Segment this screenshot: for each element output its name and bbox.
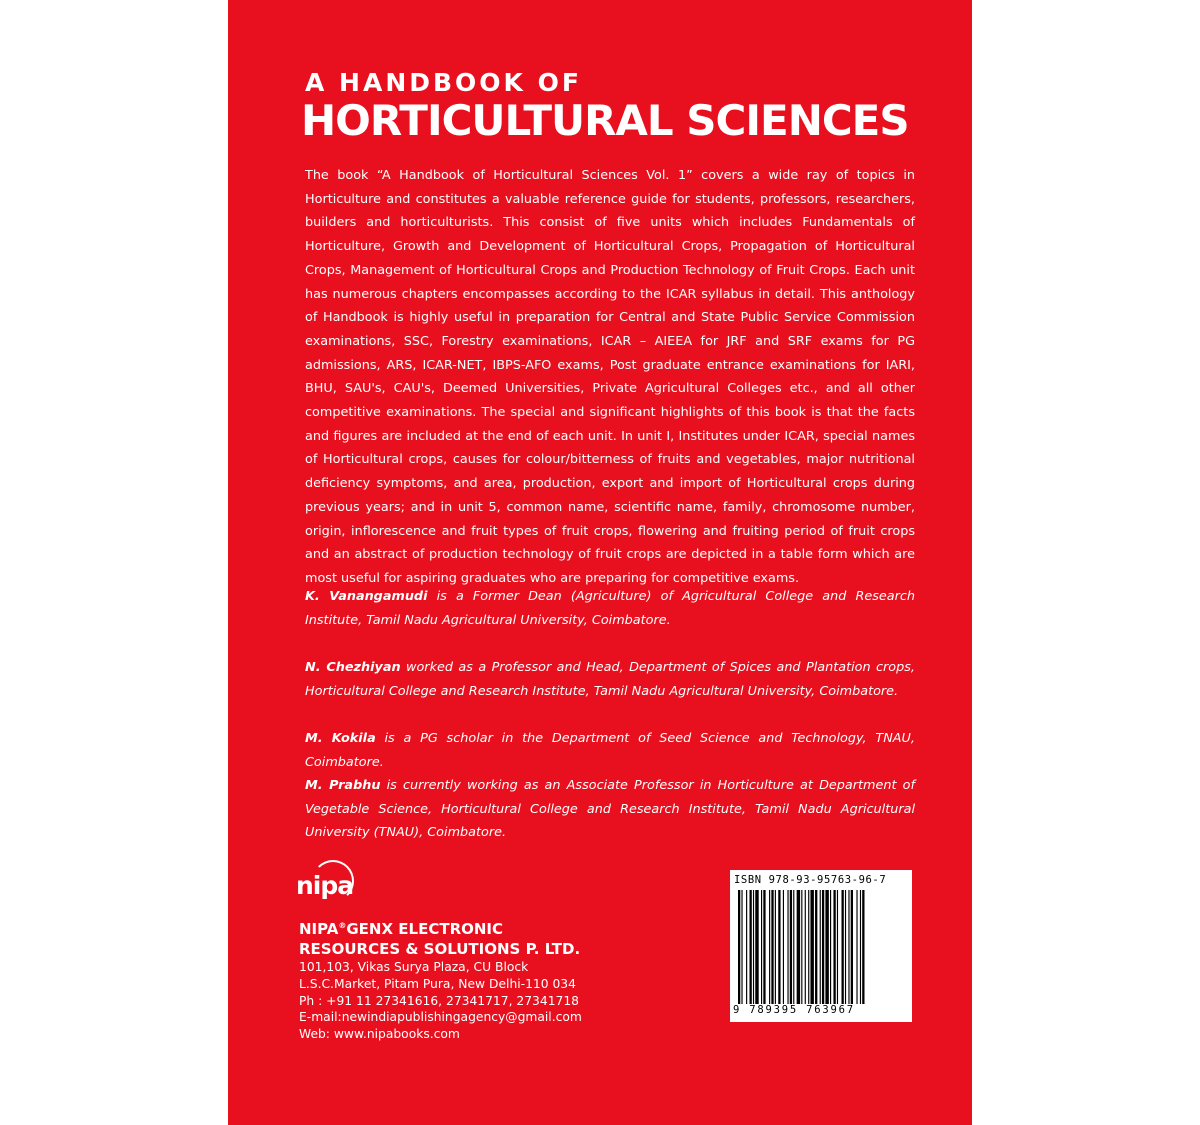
title-line-2: HORTICULTURAL SCIENCES	[301, 96, 909, 145]
author-bio: is currently working as an Associate Professor in Horticulture at Department of Vegetable Science, Horticultural College and Research Institute, Tamil Nadu Agricultural University (TNAU), Coimbatore.	[305, 778, 916, 840]
author-name: M. Kokila	[305, 731, 376, 746]
publisher-name-part: NIPA	[299, 920, 339, 938]
author-bio-chezhiyan	[305, 656, 915, 703]
publisher-info	[299, 916, 639, 1043]
author-bio-vanangamudi	[305, 585, 915, 632]
author-bio-kokila	[305, 727, 915, 774]
author-bio: is a Former Dean (Agriculture) of Agricultural College and Research Institute, Tamil Nadu Agricultural University, Coimbatore.	[305, 589, 916, 628]
author-name: N. Chezhiyan	[305, 660, 401, 675]
author-name: M. Prabhu	[305, 778, 381, 793]
publisher-logo	[296, 860, 356, 908]
author-bio: is a PG scholar in the Department of Seed Science and Technology, TNAU, Coimbatore.	[305, 731, 915, 770]
isbn-barcode	[730, 870, 912, 1022]
author-bio: worked as a Professor and Head, Department of Spices and Plantation crops, Horticultural College and Research Institute, Tamil Nadu Agricultural University, Coimbatore.	[305, 660, 915, 699]
isbn-label: ISBN 978-93-95763-96-7	[734, 874, 887, 886]
publisher-name-line-1	[299, 916, 639, 939]
publisher-web: Web: www.nipabooks.com	[299, 1027, 460, 1042]
registered-mark: ®	[338, 921, 347, 930]
book-description: The book “A Handbook of Horticultural Sciences Vol. 1” covers a wide ray of topics in Horticulture and constitutes a valuable reference guide for students, professors, researchers, builders and horticulturists. This consist of five units which includes Fundamentals of Horticulture, Growth and Development of Horticultural Crops, Propagation of Horticultural Crops, Management of Horticultural Crops and Production Technology of Fruit Crops. Each unit has numerous chapters encompasses according to the ICAR syllabus in detail. This anthology of Handbook is highly useful in preparation for Central and State Public Service Commission examinations, SSC, Forestry examinations, ICAR – AIEEA for JRF and SRF exams for PG admissions, ARS, ICAR-NET, IBPS-AFO exams, Post graduate entrance examinations for IARI, BHU, SAU's, CAU's, Deemed Universities, Private Agricultural Colleges etc., and all other competitive examinations. The special and significant highlights of this book is that the facts and figures are included at the end of each unit. In unit I, Institutes under ICAR, special names of Horticultural crops, causes for colour/bitterness of fruits and vegetables, major nutritional deficiency symptoms, and area, production, export and import of Horticultural crops during previous years; and in unit 5, common name, scientific name, family, chromosome number, origin, inflorescence and fruit types of fruit crops, flowering and fruiting period of fruit crops and an abstract of production technology of fruit crops are depicted in a table form which are most useful for aspiring graduates who are preparing for competitive exams.	[305, 168, 915, 586]
author-bio-prabhu	[305, 774, 915, 845]
logo-text: nipa	[296, 871, 354, 900]
publisher-name-line-2: RESOURCES & SOLUTIONS P. LTD.	[299, 940, 581, 958]
barcode-bars-icon	[738, 890, 904, 1004]
publisher-address-1: 101,103, Vikas Surya Plaza, CU Block	[299, 960, 529, 974]
publisher-phone: Ph : +91 11 27341616, 27341717, 27341718	[299, 993, 579, 1008]
isbn-digits: 9 789395 763967	[733, 1004, 855, 1016]
publisher-name-part: GENX ELECTRONIC	[346, 920, 504, 938]
title-line-1: A HANDBOOK OF	[305, 68, 582, 97]
back-cover	[228, 0, 972, 1125]
publisher-address-2: L.S.C.Market, Pitam Pura, New Delhi-110 034	[299, 976, 576, 991]
author-name: K. Vanangamudi	[305, 589, 428, 604]
publisher-email: E-mail:newindiapublishingagency@gmail.com	[299, 1010, 582, 1025]
